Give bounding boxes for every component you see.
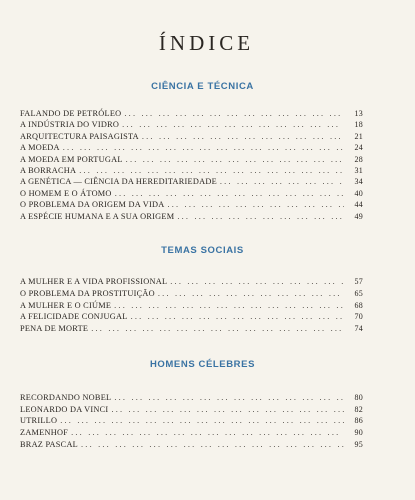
- index-entry[interactable]: [20, 323, 363, 335]
- entry-page-number: 68: [354, 300, 363, 310]
- entry-title: O PROBLEMA DA ORIGEM DA VIDA: [20, 200, 165, 210]
- index-entry[interactable]: [20, 199, 363, 210]
- index-entry[interactable]: [20, 188, 363, 199]
- entry-page-number: 90: [354, 428, 363, 438]
- dot-leader: [167, 199, 344, 210]
- entry-title: LEONARDO DA VINCI: [20, 404, 109, 414]
- entry-page-number: 82: [354, 404, 363, 414]
- entry-page-number: 21: [354, 131, 363, 141]
- index-entry[interactable]: [20, 404, 363, 416]
- entry-title: O PROBLEMA DA PROSTITUIÇÃO: [20, 288, 155, 298]
- entry-title: A INDÚSTRIA DO VIDRO: [20, 120, 120, 130]
- dot-leader: [79, 165, 344, 176]
- entry-title: PENA DE MORTE: [20, 324, 89, 334]
- dot-leader: [177, 211, 344, 222]
- entry-page-number: 65: [354, 288, 363, 298]
- dot-leader: [81, 439, 344, 451]
- index-entry[interactable]: [20, 142, 363, 153]
- dot-leader: [158, 288, 344, 300]
- section-list-homens-celebres: [20, 392, 363, 451]
- entry-page-number: 13: [354, 109, 363, 118]
- entry-page-number: 80: [354, 392, 363, 402]
- dot-leader: [122, 119, 344, 130]
- index-entry[interactable]: [20, 154, 363, 165]
- index-entry[interactable]: [20, 415, 363, 427]
- dot-leader: [170, 276, 344, 288]
- dot-leader: [71, 427, 344, 439]
- index-entry[interactable]: [20, 131, 363, 142]
- entry-page-number: 74: [354, 324, 363, 334]
- entry-page-number: 31: [354, 165, 363, 175]
- dot-leader: [114, 300, 344, 312]
- entry-page-number: 86: [354, 416, 363, 426]
- index-entry[interactable]: [20, 392, 363, 404]
- entry-title: A MULHER E O CIÚME: [20, 300, 112, 310]
- entry-page-number: 95: [354, 440, 363, 450]
- entry-title: RECORDANDO NOBEL: [20, 392, 112, 402]
- entry-title: A ESPÉCIE HUMANA E A SUA ORIGEM: [20, 211, 175, 221]
- entry-title: O HOMEM E O ÁTOMO: [20, 188, 112, 198]
- entry-title: A MOEDA: [20, 143, 60, 153]
- section-list-temas-sociais: [20, 276, 363, 335]
- dot-leader: [124, 108, 344, 119]
- entry-page-number: 49: [354, 211, 363, 221]
- dot-leader: [114, 392, 344, 404]
- section-list-ciencia-e-tecnica: [20, 108, 363, 222]
- entry-title: UTRILLO: [20, 416, 58, 426]
- entry-title: A FELICIDADE CONJUGAL: [20, 312, 128, 322]
- index-entry[interactable]: [20, 311, 363, 323]
- entry-page-number: 28: [354, 154, 363, 164]
- entry-title: ZAMENHOF: [20, 428, 69, 438]
- index-entry[interactable]: [20, 165, 363, 176]
- entry-title: A BORRACHA: [20, 165, 77, 175]
- index-entry[interactable]: [20, 300, 363, 312]
- dot-leader: [111, 404, 344, 416]
- index-entry[interactable]: [20, 276, 363, 288]
- page-title: ÍNDICE: [158, 31, 255, 55]
- entry-title: A MULHER E A VIDA PROFISSIONAL: [20, 276, 168, 286]
- dot-leader: [126, 154, 344, 165]
- dot-leader: [91, 323, 344, 335]
- index-entry[interactable]: [20, 176, 363, 187]
- index-entry[interactable]: [20, 427, 363, 439]
- entry-title: A GENÉTICA — CIÊNCIA DA HEREDITARIEDADE: [20, 177, 217, 187]
- entry-page-number: 34: [354, 177, 363, 187]
- entry-page-number: 57: [354, 276, 363, 286]
- dot-leader: [142, 131, 344, 142]
- dot-leader: [131, 311, 344, 323]
- index-entry[interactable]: [20, 288, 363, 300]
- index-entry[interactable]: [20, 439, 363, 451]
- entry-page-number: 18: [354, 120, 363, 130]
- section-heading-temas-sociais: TEMAS SOCIAIS: [161, 244, 244, 256]
- entry-title: FALANDO DE PETRÓLEO: [20, 109, 122, 118]
- dot-leader: [115, 188, 344, 199]
- dot-leader: [60, 415, 344, 427]
- entry-page-number: 24: [354, 143, 363, 153]
- entry-page-number: 40: [354, 188, 363, 198]
- section-heading-ciencia-e-tecnica: CIÊNCIA E TÉCNICA: [151, 81, 254, 92]
- section-heading-homens-celebres: HOMENS CÉLEBRES: [149, 358, 256, 370]
- entry-title: ARQUITECTURA PAISAGISTA: [20, 131, 139, 141]
- index-entry[interactable]: [20, 108, 363, 119]
- entry-page-number: 44: [354, 200, 363, 210]
- entry-page-number: 70: [354, 312, 363, 322]
- dot-leader: [220, 176, 344, 187]
- dot-leader: [63, 142, 344, 153]
- index-entry[interactable]: [20, 211, 363, 222]
- entry-title: A MOEDA EM PORTUGAL: [20, 154, 123, 164]
- index-entry[interactable]: [20, 119, 363, 130]
- entry-title: BRAZ PASCAL: [20, 440, 79, 450]
